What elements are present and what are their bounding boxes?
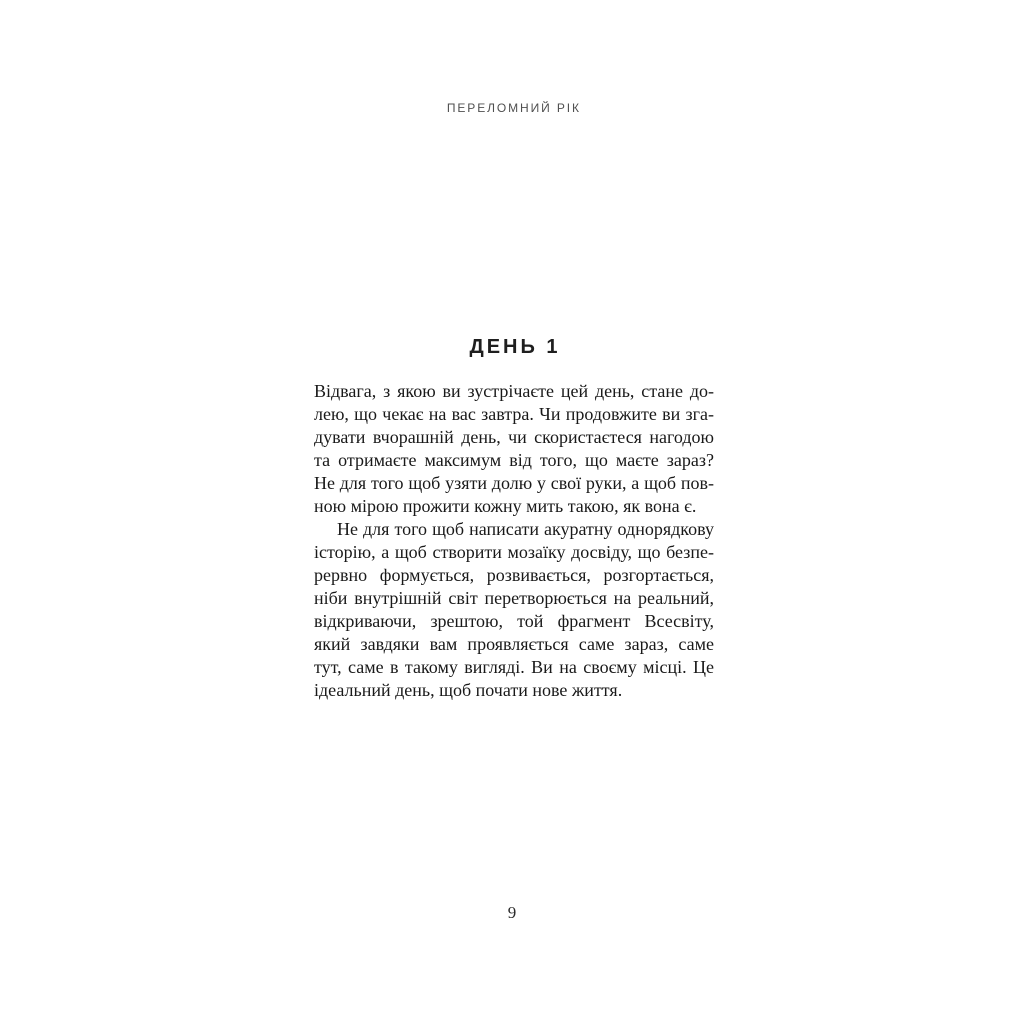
text-line: та отримаєте максимум від того, що маєте зараз? xyxy=(314,450,714,470)
body-text xyxy=(314,380,714,702)
running-header: ПЕРЕЛОМНИЙ РІК xyxy=(446,101,581,115)
page-number: 9 xyxy=(507,903,517,922)
text-line: лею, що чекає на вас завтра. Чи продовжите ви зга- xyxy=(314,404,714,424)
text-line: рервно формується, розвивається, розгортається, xyxy=(314,565,714,585)
text-line: дувати вчорашній день, чи скористаєтеся нагодою xyxy=(314,427,714,447)
text-line: Не для того щоб написати акуратну однорядкову xyxy=(337,519,714,539)
text-line: тут, саме в такому вигляді. Ви на своєму місці. Це xyxy=(314,657,714,677)
text-line: історію, а щоб створити мозаїку досвіду, що безпе- xyxy=(314,542,714,562)
text-line: який завдяки вам проявляється саме зараз, саме xyxy=(314,634,714,654)
text-line: ною мірою прожити кожну мить такою, як вона є. xyxy=(314,496,697,516)
text-line: ідеальний день, щоб почати нове життя. xyxy=(314,680,623,700)
chapter-title: ДЕНЬ 1 xyxy=(469,336,561,358)
text-line: відкриваючи, зрештою, той фрагмент Всесвіту, xyxy=(314,611,714,631)
text-line: Відвага, з якою ви зустрічаєте цей день, стане до- xyxy=(314,381,714,401)
text-line: ніби внутрішній світ перетворюється на реальний, xyxy=(314,588,714,608)
text-line: Не для того щоб узяти долю у свої руки, а щоб пов- xyxy=(314,473,714,493)
